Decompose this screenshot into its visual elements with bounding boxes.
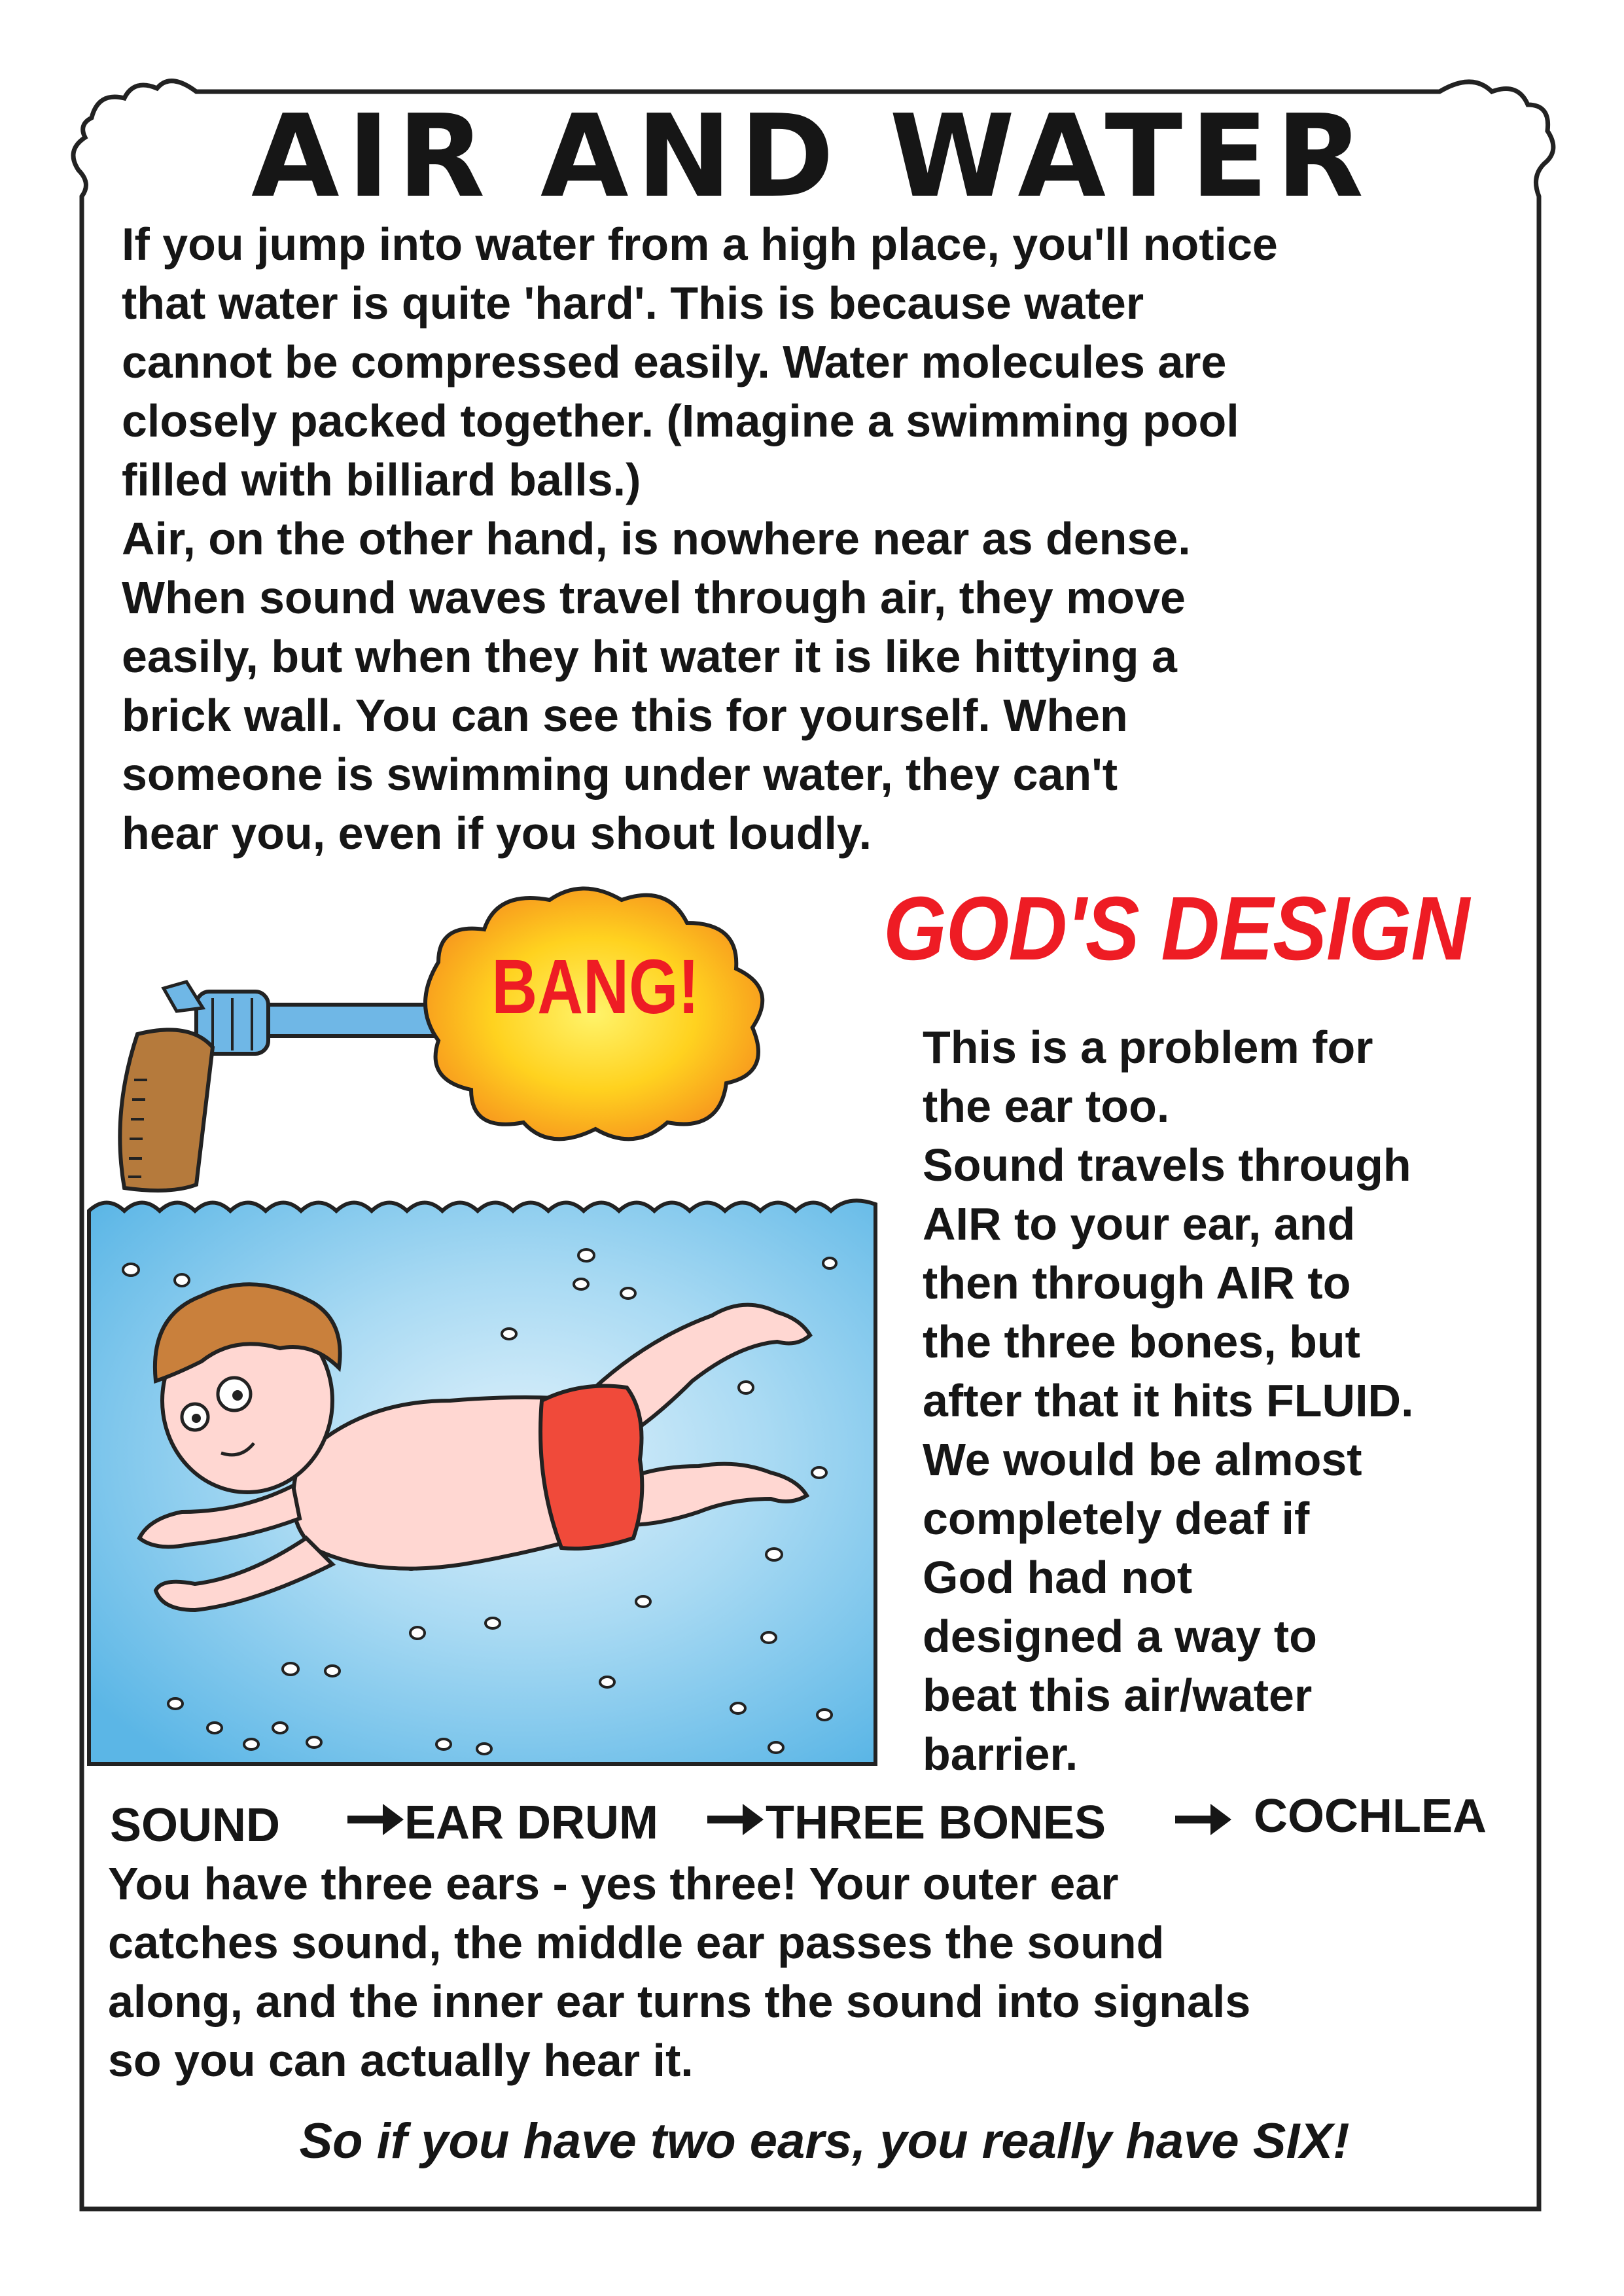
ears-line: so you can actually hear it. (108, 2035, 694, 2086)
intro-line: that water is quite 'hard'. This is because water (122, 278, 1144, 329)
intro-line: When sound waves travel through air, they move (122, 572, 1186, 623)
flow-step-sound: SOUND (110, 1799, 281, 1852)
gods-design-heading: GOD'S DESIGN (883, 878, 1470, 979)
sound-path-flow (110, 1785, 1523, 1851)
gods-design-line: God had not (923, 1552, 1193, 1603)
swimmer-shorts (540, 1386, 642, 1549)
intro-line: brick wall. You can see this for yourself. When (122, 690, 1128, 741)
bang-text: BANG! (491, 944, 699, 1030)
gods-design-line: We would be almost (923, 1434, 1362, 1485)
gun-handle (120, 1030, 213, 1191)
gods-design-line: after that it hits FLUID. (923, 1375, 1414, 1426)
arrow-right-icon (1170, 1795, 1235, 1840)
gods-design-line: beat this air/water (923, 1670, 1313, 1721)
intro-line: filled with billiard balls.) (122, 454, 641, 505)
gods-design-line: completely deaf if (923, 1493, 1310, 1544)
gods-design-paragraph (923, 1018, 1414, 1784)
ears-line: catches sound, the middle ear passes the sound (108, 1917, 1165, 1968)
arrow-right-icon (342, 1795, 408, 1840)
intro-line: cannot be compressed easily. Water molecules are (122, 336, 1227, 387)
flow-step-three-bones: THREE BONES (766, 1797, 1106, 1849)
intro-line: closely packed together. (Imagine a swimming pool (122, 395, 1239, 446)
intro-line: hear you, even if you shout loudly. (122, 808, 872, 859)
flow-step-cochlea: COCHLEA (1254, 1790, 1487, 1842)
gods-design-line: designed a way to (923, 1611, 1317, 1662)
ears-line: along, and the inner ear turns the sound into signals (108, 1976, 1251, 2027)
gods-design-line: This is a problem for (923, 1022, 1373, 1073)
closing-statement: So if you have two ears, you really have SIX! (299, 2113, 1350, 2169)
intro-line: Air, on the other hand, is nowhere near as dense. (122, 513, 1191, 564)
gods-design-line: barrier. (923, 1729, 1078, 1780)
gods-design-line: Sound travels through (923, 1139, 1411, 1191)
intro-paragraph (122, 215, 1278, 863)
ears-line: You have three ears - yes three! Your outer ear (108, 1858, 1119, 1909)
intro-line: easily, but when they hit water it is like hittying a (122, 631, 1177, 682)
intro-line: If you jump into water from a high place, you'll notice (122, 219, 1278, 270)
gods-design-line: the ear too. (923, 1081, 1170, 1132)
gods-design-line: the three bones, but (923, 1316, 1360, 1367)
gods-design-line: then through AIR to (923, 1257, 1351, 1308)
gods-design-line: AIR to your ear, and (923, 1198, 1356, 1249)
intro-line: someone is swimming under water, they can't (122, 749, 1118, 800)
underwater-swimmer-illustration (84, 1185, 885, 1770)
three-ears-paragraph (108, 1854, 1250, 2090)
flow-step-ear-drum: EAR DRUM (404, 1797, 658, 1849)
arrow-right-icon (702, 1795, 768, 1840)
page-title: AIR AND WATER (251, 90, 1372, 223)
gun-bang-illustration (98, 864, 851, 1204)
